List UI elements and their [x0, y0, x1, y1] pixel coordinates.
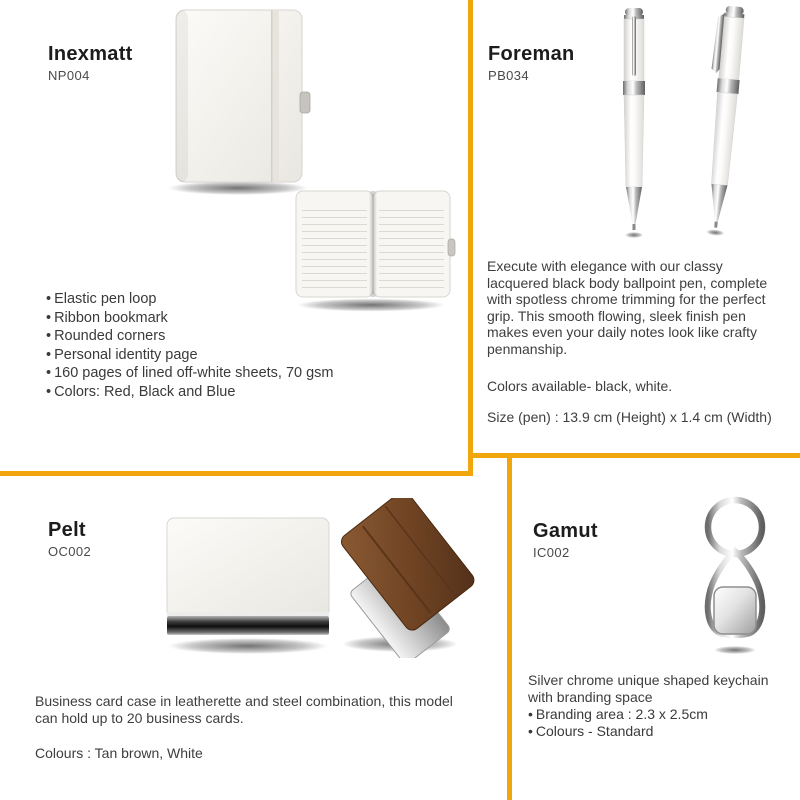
colors-line: Colours : Tan brown, White [35, 745, 203, 761]
product-code: OC002 [48, 543, 92, 559]
keychain-image [688, 493, 783, 661]
product-card-foreman [473, 0, 800, 453]
product-name [48, 43, 133, 84]
product-card-inexmatt [0, 0, 468, 471]
product-name-text: Foreman [488, 42, 575, 65]
product-description: Silver chrome unique shaped keychain with branding space [528, 672, 769, 705]
card-case-open-image [328, 498, 478, 658]
pen-tilted-image [691, 2, 759, 240]
product-description: Execute with elegance with our classy lacquered black body ballpoint pen, complete with spotless chrome trimming for the perfect grip. This smooth flowing, sleek finish pen makes even your daily notes look like crafty penmanship. [487, 258, 768, 357]
colors-line: Colors available- black, white. [487, 378, 673, 394]
product-name-text: Gamut [533, 519, 598, 542]
product-code: PB034 [488, 67, 530, 83]
feature-item: • Colours - Standard [528, 723, 790, 740]
product-name-text: Pelt [48, 518, 86, 541]
product-code: IC002 [533, 544, 570, 560]
product-card-pelt [0, 476, 507, 800]
product-details [528, 672, 790, 740]
product-name [488, 43, 575, 84]
feature-item: • Rounded corners [46, 327, 456, 346]
feature-list [46, 290, 456, 401]
product-name [48, 519, 91, 560]
pen-upright-image [612, 6, 656, 241]
product-name-text: Inexmatt [48, 42, 133, 65]
feature-item: • Elastic pen loop [46, 290, 456, 309]
feature-item: • Personal identity page [46, 346, 456, 365]
size-line: Size (pen) : 13.9 cm (Height) x 1.4 cm (Width) [487, 409, 772, 425]
feature-item: • Branding area : 2.3 x 2.5cm [528, 706, 790, 723]
product-code: NP004 [48, 67, 90, 83]
feature-item: • Colors: Red, Black and Blue [46, 383, 456, 402]
notebook-closed-image [160, 6, 320, 201]
feature-list [528, 706, 790, 740]
product-description: Business card case in leatherette and steel combination, this model can hold up to 20 business cards. [35, 693, 453, 726]
feature-item: • 160 pages of lined off-white sheets, 70 gsm [46, 364, 456, 383]
product-card-gamut [512, 458, 800, 800]
card-case-closed-image [155, 512, 345, 662]
product-name [533, 520, 598, 561]
feature-item: • Ribbon bookmark [46, 309, 456, 328]
